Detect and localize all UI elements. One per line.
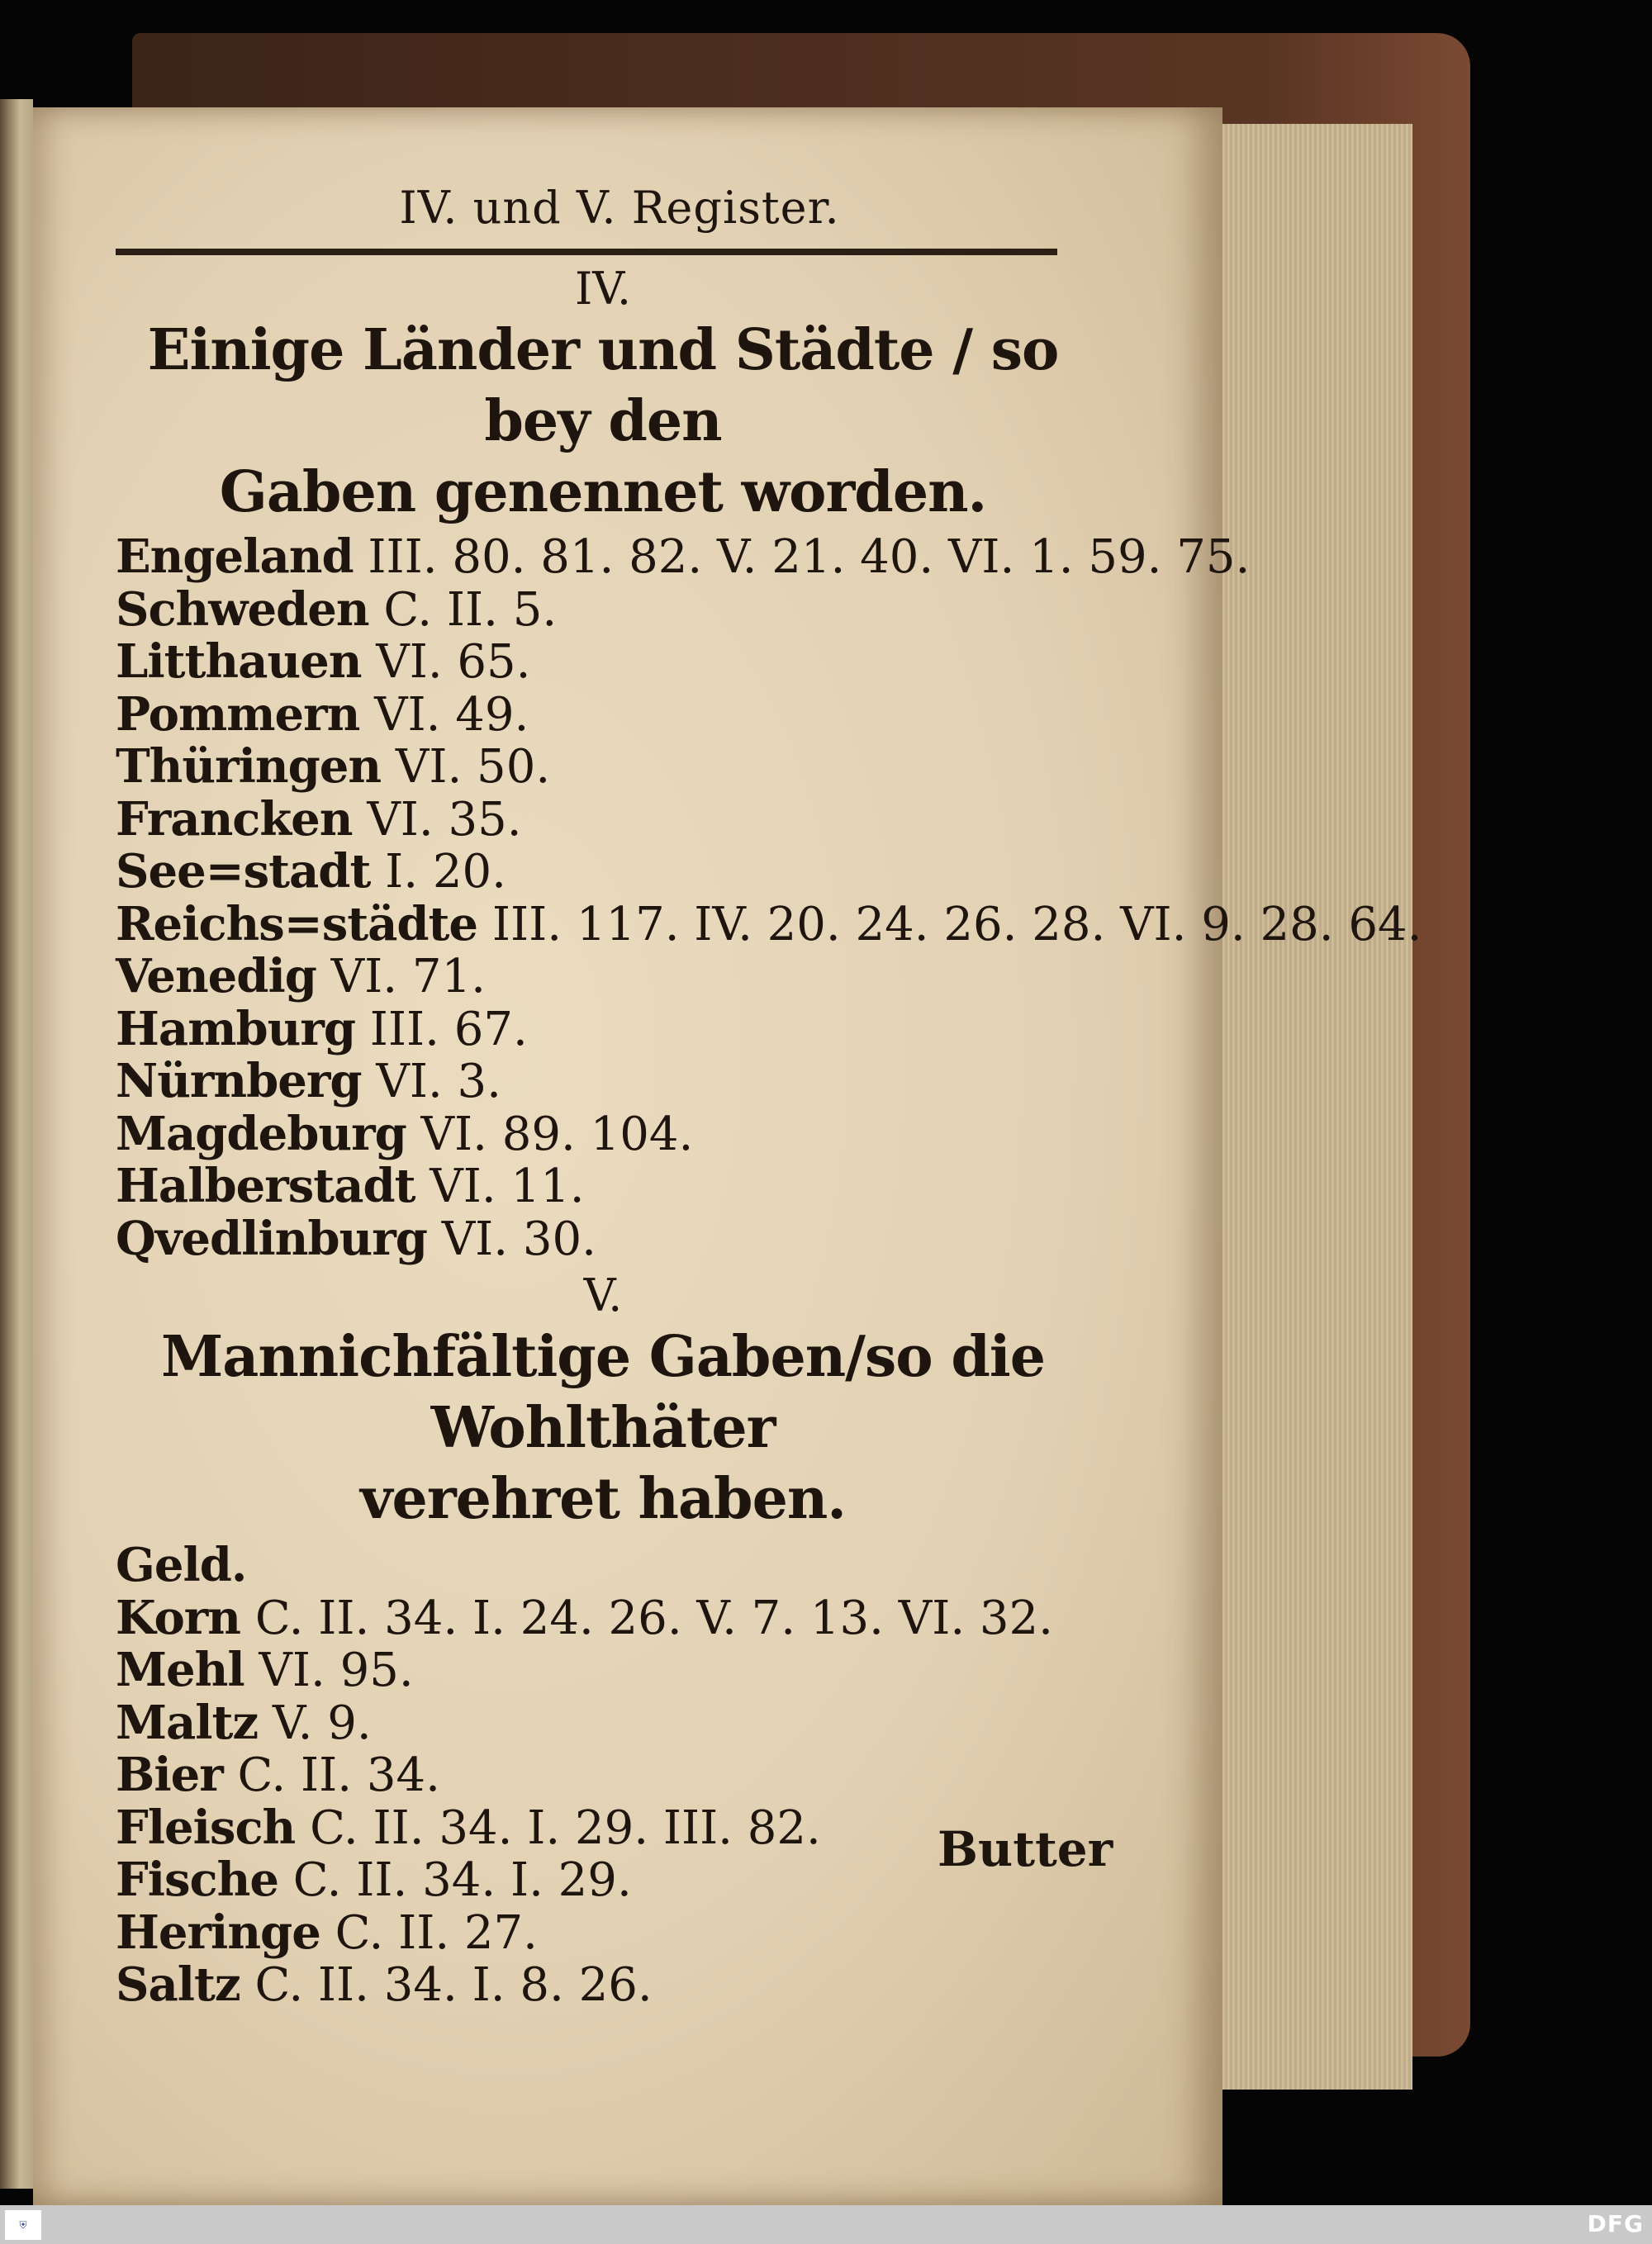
section-v-number: V. xyxy=(583,1269,623,1321)
section-iv-entry-name: See=stadt xyxy=(116,844,371,899)
section-iv-entry-name: Venedig xyxy=(116,949,316,1003)
section-v-entries xyxy=(116,1539,1090,2012)
section-v-entry-name: Fische xyxy=(116,1853,278,1907)
section-iv-entry-refs: VI. 3. xyxy=(361,1055,501,1108)
section-iv-entry-name: Halberstadt xyxy=(116,1159,415,1213)
section-iv-entry xyxy=(116,1108,1090,1161)
section-iv-entry xyxy=(116,846,1090,899)
section-v-entry-refs: C. II. 27. xyxy=(320,1905,538,1960)
section-v-entry xyxy=(116,1697,1090,1750)
section-iv-entry-refs: VI. 89. 104. xyxy=(406,1107,694,1161)
section-iv-entry-name: Francken xyxy=(116,791,353,847)
section-iv-heading-line2: Gaben genennet worden. xyxy=(219,459,987,525)
section-iv-heading-line1: Einige Länder und Städte / so bey den xyxy=(147,317,1059,454)
head-rule xyxy=(116,249,1057,255)
section-iv-entry-refs: VI. 49. xyxy=(359,687,529,742)
section-iv-entry xyxy=(116,1160,1090,1213)
section-iv-entry-name: Thüringen xyxy=(116,739,382,794)
running-head: IV. und V. Register. xyxy=(399,182,840,234)
section-v-entry-name: Bier xyxy=(116,1748,223,1802)
section-iv-entry xyxy=(116,791,1090,847)
section-v-entry-refs: C. II. 34. I. 29. xyxy=(278,1853,632,1907)
section-iv-entry xyxy=(116,1056,1090,1108)
section-v-entry-name: Maltz xyxy=(116,1695,259,1750)
section-iv-entry-refs: VI. 50. xyxy=(381,740,551,794)
section-v-entry-refs: C. II. 34. I. 24. 26. V. 7. 13. VI. 32. xyxy=(240,1591,1053,1645)
section-iv-entry xyxy=(116,686,1090,742)
section-iv-entry-name: Hamburg xyxy=(116,1001,355,1056)
section-v-entry-refs: V. 9. xyxy=(258,1696,372,1750)
section-iv-entry xyxy=(116,636,1090,689)
section-iv-entry-refs: VI. 65. xyxy=(361,635,531,689)
section-v-heading-line1: Mannichfältige Gaben/so die Wohlthäter xyxy=(161,1324,1045,1461)
section-iv-entry xyxy=(116,1003,1090,1056)
section-v-entry xyxy=(116,1644,1090,1697)
section-v-entry-refs: C. II. 34. I. 8. 26. xyxy=(240,1958,653,2012)
section-iv-entry-name: Schweden xyxy=(116,581,369,637)
section-iv-entry-name: Nürnberg xyxy=(116,1054,362,1108)
section-iv xyxy=(116,263,1422,1266)
section-v-entry-name: Fleisch xyxy=(116,1800,296,1855)
section-iv-number: IV. xyxy=(574,263,632,315)
section-v-entry-name: Heringe xyxy=(116,1905,320,1960)
section-iv-entry xyxy=(116,1213,1090,1266)
section-iv-entry-refs: VI. 11. xyxy=(415,1160,585,1213)
section-v-entry-name: Mehl xyxy=(116,1643,244,1697)
section-iv-entry-refs: VI. 35. xyxy=(352,792,522,847)
section-iv-entry-refs: VI. 30. xyxy=(426,1212,596,1266)
section-iv-entry-name: Qvedlinburg xyxy=(116,1211,427,1266)
section-iv-entry-name: Pommern xyxy=(116,686,360,742)
section-v xyxy=(116,1270,1090,2012)
section-v-heading-line2: verehret haben. xyxy=(360,1466,846,1532)
section-v-entry xyxy=(116,1749,1090,1802)
section-v-entry-refs: C. II. 34. xyxy=(222,1748,440,1802)
page-edges xyxy=(1189,124,1412,2090)
section-v-entry xyxy=(116,1907,1090,1960)
section-iv-entry-refs: III. 117. IV. 20. 24. 26. 28. VI. 9. 28. 64. xyxy=(477,897,1422,951)
section-iv-entries xyxy=(116,529,1422,1266)
section-iv-heading xyxy=(116,315,1090,528)
section-iv-entry-refs: III. 67. xyxy=(354,1002,528,1056)
section-iv-entry xyxy=(116,741,1090,794)
dfg-logo: DFG xyxy=(1587,2210,1644,2237)
section-iv-entry-name: Reichs=städte xyxy=(116,896,478,951)
section-v-entry-name: Korn xyxy=(116,1590,241,1645)
section-v-entry-name: Saltz xyxy=(116,1957,240,2012)
section-v-entry-refs: C. II. 34. I. 29. III. 82. xyxy=(295,1800,821,1855)
left-page-edge xyxy=(0,99,33,2189)
section-iv-entry xyxy=(116,529,1251,584)
section-v-entry xyxy=(116,1592,1090,1645)
section-v-entry-name: Geld. xyxy=(116,1538,247,1592)
section-iv-entry xyxy=(116,581,1090,637)
section-v-entry xyxy=(116,1539,1090,1592)
section-v-entry-refs: VI. 95. xyxy=(244,1644,414,1697)
page-text xyxy=(116,182,1422,2012)
section-iv-entry-name: Engeland xyxy=(116,529,354,584)
viewer-footer xyxy=(0,2205,1652,2244)
section-iv-entry-refs: III. 80. 81. 82. V. 21. 40. VI. 1. 59. 75. xyxy=(353,530,1251,584)
section-iv-entry xyxy=(116,951,1090,1003)
section-v-heading xyxy=(116,1321,1090,1535)
catchword: Butter xyxy=(938,1821,1113,1877)
section-iv-entry-refs: I. 20. xyxy=(370,845,506,899)
section-iv-entry-name: Magdeburg xyxy=(116,1106,406,1161)
section-iv-entry xyxy=(116,896,1422,951)
section-iv-entry-name: Litthauen xyxy=(116,634,362,689)
section-iv-entry-refs: C. II. 5. xyxy=(368,582,558,637)
section-v-entry xyxy=(116,1959,1090,2012)
library-logo-icon: ⛨ xyxy=(5,2210,41,2240)
section-iv-entry-refs: VI. 71. xyxy=(316,950,486,1003)
